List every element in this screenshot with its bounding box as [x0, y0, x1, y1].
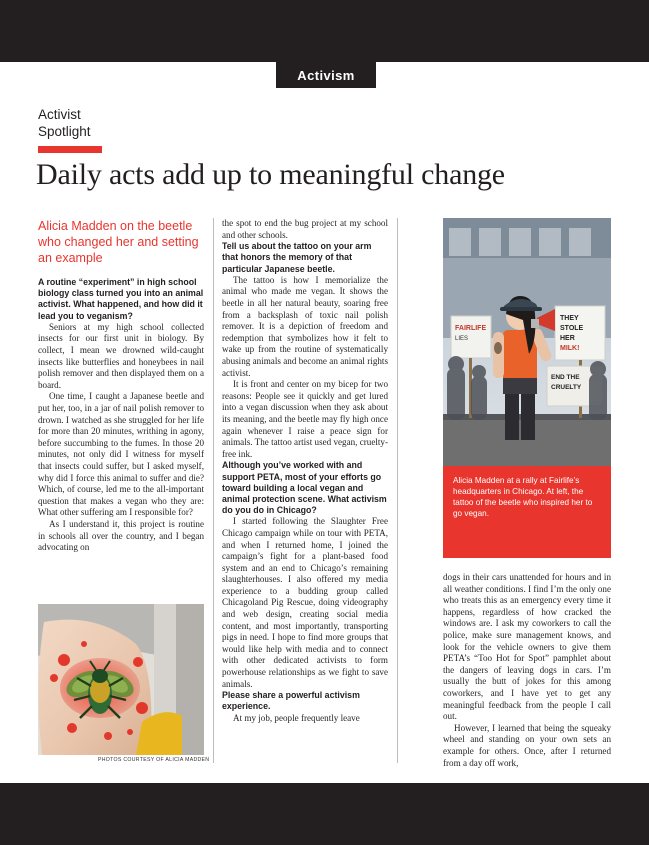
page-folio: [0, 792, 649, 804]
photo-credit: PHOTOS COURTESY OF ALICIA MADDEN: [98, 757, 210, 763]
page-title: Daily acts add up to meaningful change: [36, 158, 505, 191]
body-paragraph: the spot to end the bug project at my school and other schools.: [222, 218, 388, 240]
tattoo-photo: [38, 604, 204, 755]
svg-text:THEY: THEY: [560, 315, 579, 322]
body-paragraph: As I understand it, this project is routine in schools all over the country, and I began advocating on: [38, 518, 204, 553]
magazine-name: Planted: [292, 792, 336, 804]
svg-text:FAIRLIFE: FAIRLIFE: [455, 325, 487, 332]
body-paragraph: However, I learned that being the squeaky wheel and standing on your own sets an example for others. Once, after I returned from a day off work,: [443, 722, 611, 768]
kicker-line-1: Activist: [38, 107, 81, 122]
kicker-rule: [38, 146, 102, 153]
svg-text:CRUELTY: CRUELTY: [551, 384, 582, 391]
body-paragraph: It is front and center on my bicep for two reasons: People see it quickly and get lured into a vegan discussion when they ask about its meaning, and the beetle may fly high once again whenever I raise a peace sign for animals. The tattoo artist used vegan, cruelty-free ink.: [222, 379, 388, 459]
rally-photo: [443, 218, 611, 466]
svg-text:LIES: LIES: [455, 336, 469, 342]
article-column-3: [443, 572, 611, 769]
body-paragraph: At my job, people frequently leave: [233, 712, 360, 723]
kicker: [38, 106, 178, 140]
body-paragraph: Seniors at my high school collected insects for our first unit in biology. By collect, I mean we drowned wild-caught insects like butterflies and honeybees in nail polish remover and then displayed them on a board.: [38, 321, 204, 390]
interview-question: A routine “experiment” in high school biology class turned you into an animal activist. What happened, and how did it lead you to veganism?: [38, 277, 204, 321]
section-tab: Activism: [276, 62, 376, 88]
body-paragraph: One time, I caught a Japanese beetle and put her, too, in a jar of nail polish remover to drown. I watched as she struggled for her life for more than 20 minutes, writhing in agony, before succumbing to the fumes. In those 20 minutes, not only did I witness for myself that insects could suffer, but I asked myself, why did I force this animal to suffer and die? Which, of course, led me to the all-important question that makes a vegan who they are: What other suffering am I responsible for?: [38, 391, 204, 518]
article-deck: Alicia Madden on the beetle who changed her and setting an example: [38, 219, 199, 265]
interview-question: Please share a powerful activism experience.: [222, 690, 360, 712]
column-divider-2: [397, 218, 398, 763]
folio-separator: |: [339, 792, 345, 804]
body-paragraph: dogs in their cars unattended for hours and in all weather conditions. I find I’m the only one who treats this as an emergency every time it happens, regardless of how cracked the windows are. I ask my coworkers to call the police, make sure management knows, and look for the vehicle owners to give them PETA’s “Too Hot for Spot” pamphlet about the dangers of leaving dogs in cars. I’m usually the butt of jokes for this among coworkers, and I have yet to get any meaningful feedback from the people I call out.: [443, 572, 611, 722]
svg-text:MILK!: MILK!: [560, 345, 580, 352]
column-divider-1: [213, 218, 214, 763]
body-paragraph: I started following the Slaughter Free Chicago campaign while on tour with PETA, and when I returned home, I joined the campaign’s fight for a plant-based food system and an end to Chicago’s remaining slaughterhouses. I also offered my media experience to a budding group called Chicagoland Pig Rescue, doing videography and web design, creating social media content, and most importantly, transporting pigs in need. I hope to find more groups that would like help with media and to connect with other dedicated activists to form powerhouse relationships as we fight to save animals.: [222, 516, 388, 689]
photo-caption: Alicia Madden at a rally at Fairlife’s headquarters in Chicago. At left, the tattoo of the beetle who inspired her to go vegan.: [443, 466, 611, 558]
interview-question: Although you’ve worked with and support PETA, most of your efforts go toward building a local vegan and animal protection scene. What activism do you do in Chicago?: [222, 460, 387, 516]
tattoo-photo-artwork: [38, 604, 204, 755]
rally-photo-artwork: [443, 218, 611, 466]
top-dark-band: [0, 0, 649, 62]
svg-text:HER: HER: [560, 335, 575, 342]
body-paragraph: The tattoo is how I memorialize the animal who made me vegan. It shows the beetle in all her natural beauty, soaring free from a backsplash of toxic nail polish remover. It is a depiction of freedom and redemption that symbolizes how it felt to wake up from the routine of systematically abusing animals and become an animal rights activist.: [222, 274, 388, 378]
kicker-line-2: Spotlight: [38, 124, 91, 139]
svg-text:STOLE: STOLE: [560, 325, 584, 332]
article-column-2: [222, 218, 388, 724]
article-column-1: [38, 218, 204, 554]
interview-question: Tell us about the tattoo on your arm that honors the memory of that particular Japanese beetle.: [222, 241, 372, 274]
svg-text:END THE: END THE: [551, 374, 580, 381]
page-number: 44: [344, 792, 357, 804]
